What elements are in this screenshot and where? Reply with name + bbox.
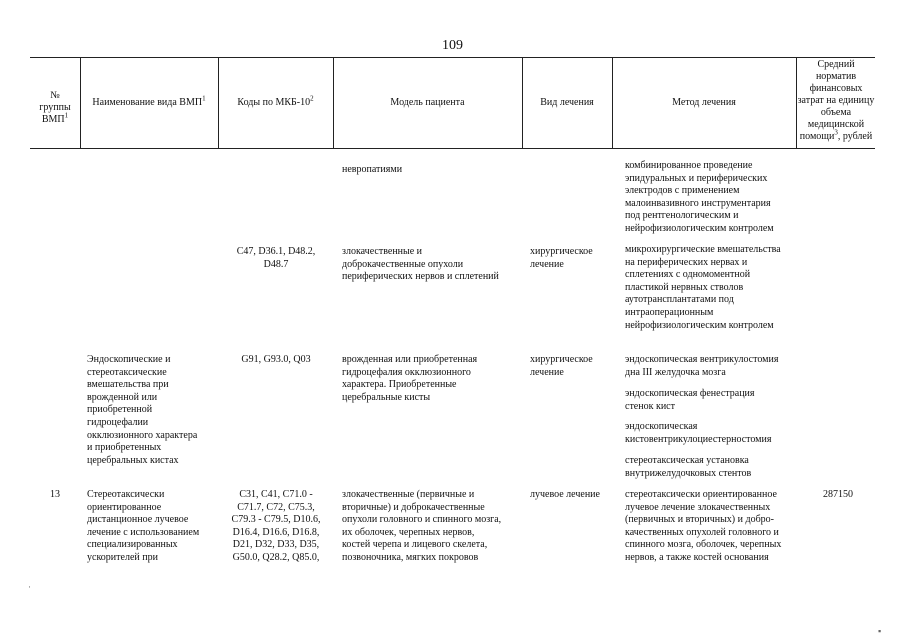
row4-average-cost: 287150 bbox=[823, 489, 853, 500]
header-treatment-method: Метод лечения bbox=[672, 97, 736, 108]
row4-group-number: 13 bbox=[50, 489, 60, 500]
header-patient-model: Модель пациента bbox=[390, 97, 465, 108]
row3-patient-model: врожденная или приобретенная гидроцефалия окклюзионного характера. Приобретенные церебральные кисты bbox=[342, 354, 478, 403]
row3-treatment-type: хирургическое лечение bbox=[530, 354, 593, 378]
header-treatment-type: Вид лечения bbox=[540, 97, 594, 108]
row4-treatment-method: стереотаксически ориентированное лучевое лечение злокачественных (первичных и вторичных) и добро- качественных опухолей головного и спинного мозга, оболочек, черепных нервов, а также костей основания bbox=[625, 489, 782, 563]
row2-patient-model: злокачественные и доброкачественные опухоли периферических нервов и сплетений bbox=[342, 246, 499, 283]
header-icd-codes: Коды по МКБ-$10^2$ bbox=[237, 94, 314, 108]
header-group-number: № группы ВМП$^1$ bbox=[39, 90, 71, 125]
row4-patient-model: злокачественные (первичные и вторичные) и доброкачественные опухоли головного и спинного мозга, их оболочек, черепных нервов, костей черепа и лицевого скелета, позвоночника, мягких покровов bbox=[342, 489, 502, 563]
row3-vmp-name: Эндоскопические и стереотаксические вмешательства при врожденной или приобретенной гидроцефалии окклюзионного характера и приобретенных церебральных кистах bbox=[87, 354, 198, 466]
table-header-bottom-border bbox=[30, 148, 875, 149]
row4-vmp-name: Стереотаксически ориентированное дистанционное лучевое лечение с использованием специализированных ускорителей при bbox=[87, 489, 200, 563]
scan-mark: ▪ bbox=[878, 626, 882, 636]
header-average-cost: Средний норматив финансовых затрат на единицу объема медицинской помощи$^3$, рублей bbox=[797, 59, 875, 142]
row2-icd-codes: C47, D36.1, D48.2, D48.7 bbox=[236, 246, 316, 270]
scan-mark: · bbox=[28, 582, 31, 592]
row4-treatment-type: лучевое лечение bbox=[530, 489, 600, 500]
row3-method-1: эндоскопическая вентрикулостомия дна III желудочка мозга bbox=[625, 354, 779, 378]
table-top-border bbox=[30, 57, 875, 58]
row3-icd-codes: G91, G93.0, Q03 bbox=[241, 354, 311, 365]
page-number: 109 bbox=[442, 38, 463, 53]
row3-method-2: эндоскопическая фенестрация стенок кист bbox=[625, 388, 755, 412]
row1-patient-model: невропатиями bbox=[342, 164, 403, 175]
row2-treatment-method: микрохирургические вмешательства на периферических нервах и сплетениях с одномоментной пластикой нервных стволов аутотрансплантатами под интраоперационным нейрофизиологическим контролем bbox=[625, 244, 781, 331]
row3-method-4: стереотаксическая установка внутрижелудочковых стентов bbox=[625, 455, 752, 479]
row2-treatment-type: хирургическое лечение bbox=[530, 246, 593, 270]
row4-icd-codes: C31, C41, C71.0 - C71.7, C72, C75.3, C79.3 - C79.5, D10.6, D16.4, D16.6, D16.8, D21, D32, D33, D35, G50.0, Q28.2, Q85.0, bbox=[231, 489, 321, 563]
header-vmp-name: Наименование вида ВМП$^1$ bbox=[92, 94, 206, 108]
row1-treatment-method: комбинированное проведение эпидуральных и периферических электродов с применением малоинвазивного инструментария под рентгенологическим и нейрофизиологическим контролем bbox=[625, 160, 774, 234]
row3-method-3: эндоскопическая кистовентрикулоциестерностомия bbox=[625, 421, 772, 445]
